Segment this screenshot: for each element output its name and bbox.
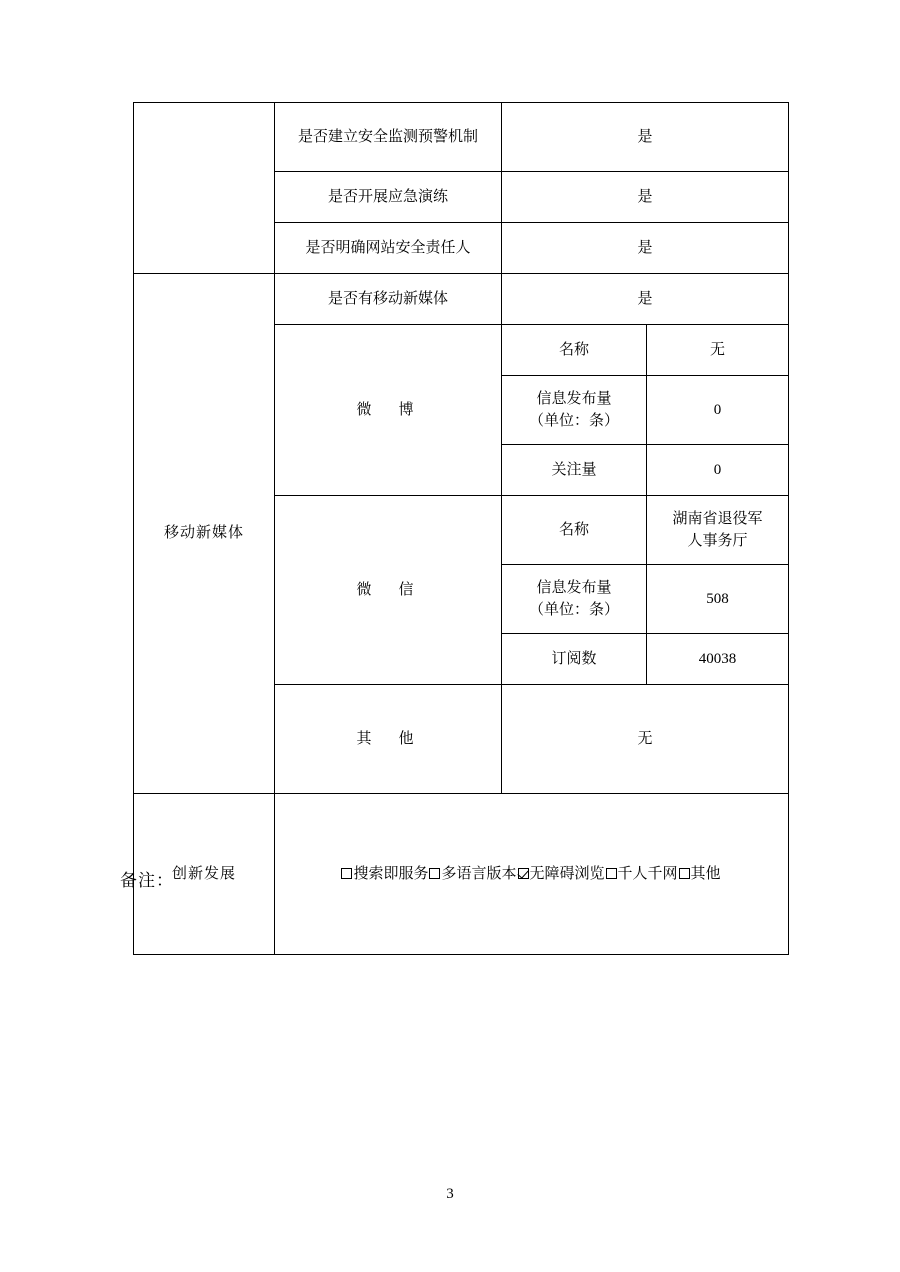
weibo-label: 微 博: [275, 325, 502, 496]
checkbox-icon[interactable]: [341, 868, 352, 879]
innovation-option-4[interactable]: [606, 866, 678, 882]
weixin-label: 微 信: [275, 496, 502, 685]
innovation-option-label: 无障碍浏览: [529, 865, 605, 882]
has-mobile-media-answer: 是: [502, 274, 789, 325]
remark-label: 备注：: [120, 871, 174, 890]
weixin-post-count-label-line1: 信息发布量: [536, 579, 612, 596]
weibo-post-count-value: 0: [647, 376, 789, 445]
weixin-post-count-label-line2: （单位：条）: [528, 602, 619, 618]
weibo-follower-value: 0: [647, 445, 789, 496]
innovation-option-2[interactable]: [429, 866, 516, 882]
weibo-post-count-label-line2: （单位：条）: [528, 413, 619, 429]
checkbox-icon[interactable]: [606, 868, 617, 879]
other-media-value: 无: [502, 685, 789, 794]
innovation-option-label: 多语言版本: [441, 865, 517, 882]
security-answer-1: 是: [502, 103, 789, 172]
weixin-name-label: 名称: [502, 496, 647, 565]
other-media-label: 其 他: [275, 685, 502, 794]
checkbox-icon[interactable]: [429, 868, 440, 879]
mobile-media-section-label: 移动新媒体: [134, 274, 275, 794]
weibo-follower-label: 关注量: [502, 445, 647, 496]
weibo-post-count-label-line1: 信息发布量: [536, 390, 612, 407]
innovation-option-3[interactable]: [518, 866, 605, 882]
security-question-3: 是否明确网站安全责任人: [275, 223, 502, 274]
checkbox-checked-icon[interactable]: [518, 868, 529, 879]
page-number: 3: [446, 1186, 454, 1202]
security-question-1: 是否建立安全监测预警机制: [275, 103, 502, 172]
security-question-2: 是否开展应急演练: [275, 172, 502, 223]
security-section-label: [134, 103, 275, 274]
weixin-subscriber-label: 订阅数: [502, 634, 647, 685]
weixin-post-count-value: 508: [647, 565, 789, 634]
security-answer-3: 是: [502, 223, 789, 274]
innovation-option-label: 其他: [690, 865, 721, 882]
innovation-label: 创新发展: [134, 794, 275, 955]
security-answer-2: 是: [502, 172, 789, 223]
innovation-option-label: 搜索即服务: [353, 865, 429, 882]
innovation-option-label: 千人千网: [617, 865, 678, 882]
table-row: [134, 274, 789, 325]
checkbox-icon[interactable]: [679, 868, 690, 879]
weixin-name-value-line1: 湖南省退役军: [672, 510, 763, 527]
innovation-option-5[interactable]: [679, 866, 721, 882]
weibo-name-value: 无: [647, 325, 789, 376]
innovation-checkbox-group[interactable]: [279, 863, 784, 886]
weibo-name-label: 名称: [502, 325, 647, 376]
innovation-option-1[interactable]: [341, 866, 428, 882]
weixin-subscriber-value: 40038: [647, 634, 789, 685]
innovation-options-cell: [275, 794, 789, 955]
table-row: [134, 103, 789, 172]
annual-report-table: [133, 102, 789, 955]
weixin-name-value-line2: 人事务厅: [687, 533, 748, 549]
weibo-post-count-label: [502, 376, 647, 445]
has-mobile-media-question: 是否有移动新媒体: [275, 274, 502, 325]
table-row: [134, 794, 789, 955]
weixin-name-value: [647, 496, 789, 565]
weixin-post-count-label: [502, 565, 647, 634]
